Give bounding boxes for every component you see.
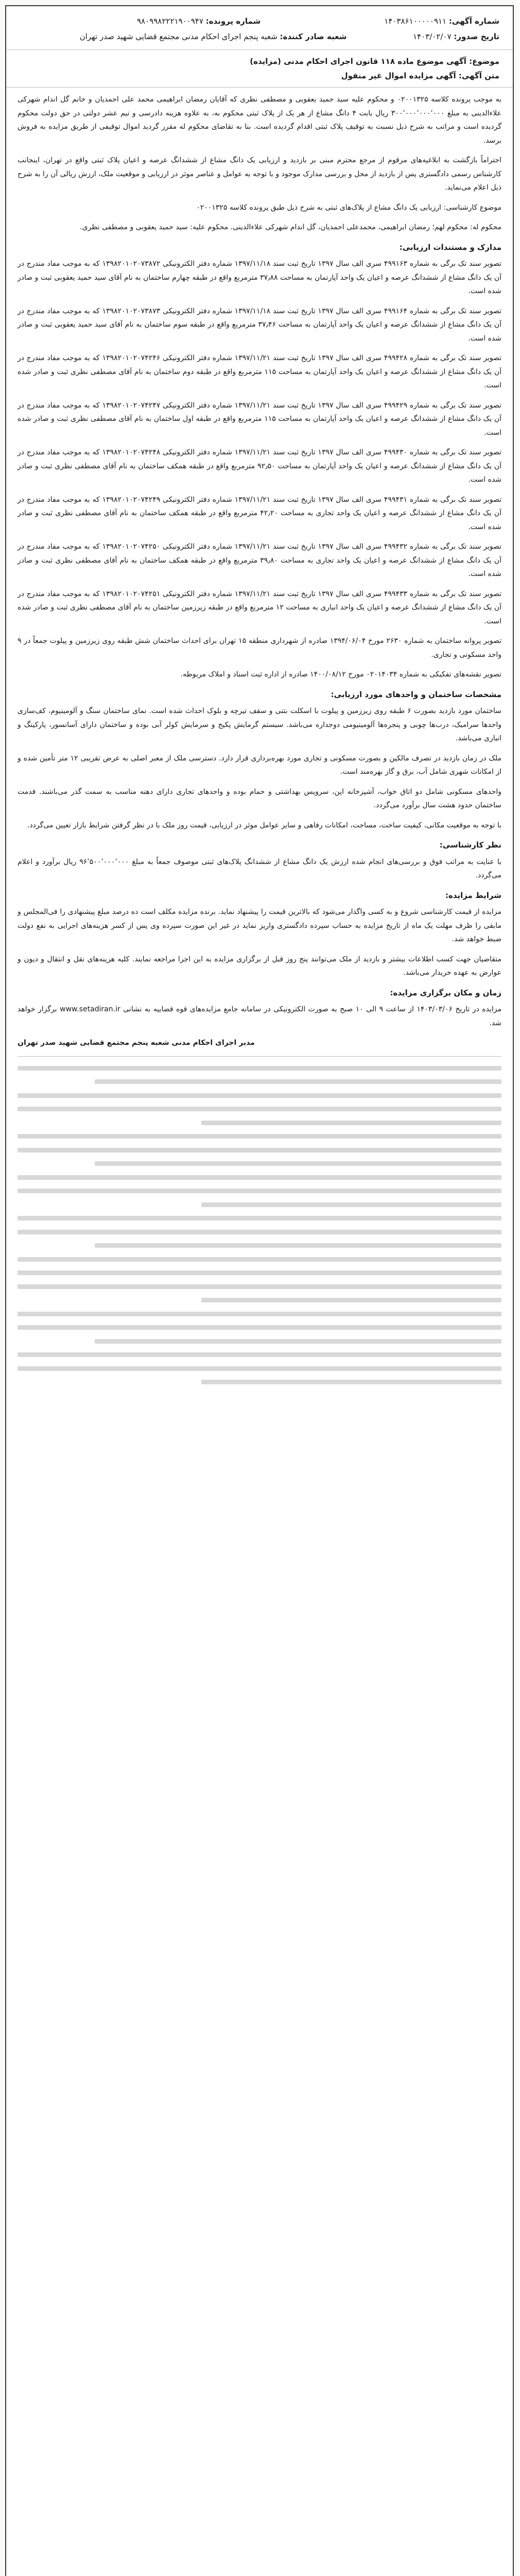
- case-number-label: شماره پرونده:: [205, 16, 261, 26]
- text-line: [18, 1093, 501, 1098]
- publish-date: [413, 29, 499, 44]
- text-line: [18, 1216, 501, 1221]
- branch-label: شعبه صادر کننده:: [280, 32, 347, 41]
- subject-text: آگهی موضوع ماده ۱۱۸ قانون اجرای احکام مدنی (مزایده): [250, 57, 466, 66]
- text-line: [18, 1352, 501, 1357]
- building-desc-heading: مشخصات ساختمان و واحدهای مورد ارزیابی:: [331, 689, 501, 699]
- header-row-2: [20, 29, 499, 44]
- text-line: [18, 1284, 501, 1289]
- case-number: [20, 13, 378, 29]
- intro-paragraph-2: احتراماً بازگشت به ابلاغیه‌های مرقوم از مرجع محترم مبنی بر بازدید و ارزیابی یک دانگ مشاع از ششدانگ عرصه و اعیان پلاک ثبتی واقع در تهران، اینجانب کارشناس رسمی دادگستری پس از بازدید از محل و بررسی مدارک موجود و با توجه به عوامل و عناصر موثر در ارزیابی و موقعیت ملک، ارزش ریالی آن را به شرح ذیل اعلام می‌نماید.: [18, 156, 501, 192]
- divider: [18, 1056, 501, 1057]
- text-line: [95, 1243, 501, 1248]
- deed-item: تصویر سند تک برگی به شماره ۴۹۹۱۶۳ سری الف سال ۱۳۹۷ تاریخ ثبت سند ۱۳۹۷/۱۱/۱۸ شماره دفتر الکترونیکی ۱۳۹۸۲۰۱۰۲۰۷۳۸۷۲ که به موجب مفاد مندرج در آن یک دانگ مشاع از ششدانگ عرصه و اعیان یک واحد آپارتمان به مساحت ۳۷٫۸۸ مترمربع واقع در طبقه چهارم ساختمان به نام آقای سید حمید یعقوبی ثبت و صادر شده است.: [18, 260, 502, 295]
- notice-body: [6, 88, 513, 1050]
- auction-time-paragraph: مزایده در تاریخ ۱۴۰۳/۰۳/۰۶ از ساعت ۹ الی ۱۰ صبح به صورت الکترونیکی در سامانه جامع مزایده‌های قوه قضاییه به نشانی www.setadiran.ir برگزار خواهد شد.: [18, 1005, 501, 1027]
- text-line: [95, 1161, 501, 1166]
- text-line: [18, 1189, 501, 1193]
- notice-header: [6, 6, 513, 50]
- signature: مدیر اجرای احکام مدنی شعبه پنجم مجتمع قضایی شهید صدر تهران: [18, 1039, 255, 1047]
- conditions-paragraph: متقاضیان جهت کسب اطلاعات بیشتر و بازدید از ملک می‌توانند پنج روز قبل از برگزاری مزایده به این اجرا مراجعه نمایند. کلیه هزینه‌های نقل و انتقال و دیون و عوارض به عهده خریدار می‌باشد.: [18, 955, 501, 977]
- auction-time-heading: زمان و مکان برگزاری مزایده:: [390, 988, 501, 997]
- text-line: [18, 1312, 501, 1316]
- building-desc-paragraph: ملک در زمان بازدید در تصرف مالکین و بصورت مسکونی و تجاری مورد بهره‌برداری قرار دارد. دسترسی ملک از معبر اصلی به عرض تقریبی ۱۲ متر تأمین شده و از امکانات شهری شامل آب، برق و گاز بهره‌مند است.: [18, 754, 502, 776]
- deed-item: تصویر سند تک برگی به شماره ۴۹۹۴۲۹ سری الف سال ۱۳۹۷ تاریخ ثبت سند ۱۳۹۷/۱۱/۲۱ شماره دفتر الکترونیکی ۱۳۹۸۲۰۱۰۲۰۷۴۲۴۷ که به موجب مفاد مندرج در آن یک دانگ مشاع از ششدانگ عرصه و اعیان یک واحد آپارتمان به مساحت ۱۱۵ مترمربع واقع در طبقه اول ساختمان به نام آقای مصطفی نظری ثبت و صادر شده است.: [18, 401, 501, 437]
- deed-item: تصویر نقشه‌های تفکیکی به شماره ۰۲۰۱۴۰۳۴ مورخ ۱۴۰۰/۰۸/۱۲ صادره از اداره ثبت اسناد و املاک مربوطه.: [180, 670, 501, 679]
- text-line: [95, 1079, 501, 1084]
- docs-heading: مدارک و مستندات ارزیابی:: [399, 242, 501, 252]
- parties-paragraph: محکوم له: محکوم لهم؛ رمضان ابراهیمی، محمدعلی احمدیان، گل اندام شهرکی علاءالدینی. محکوم علیه: سید حمید یعقوبی و مصطفی نظری.: [80, 223, 501, 231]
- text-line: [201, 1202, 501, 1207]
- text-line: [18, 1230, 501, 1234]
- deed-item: تصویر سند تک برگی به شماره ۴۹۹۱۶۴ سری الف سال ۱۳۹۷ تاریخ ثبت سند ۱۳۹۷/۱۱/۱۸ شماره دفتر الکترونیکی ۱۳۹۸۲۰۱۰۲۰۷۳۸۷۳ که به موجب مفاد مندرج در آن یک دانگ مشاع از ششدانگ عرصه و اعیان یک واحد آپارتمان به مساحت ۳۷٫۴۶ مترمربع واقع در طبقه سوم ساختمان به نام آقای سید حمید یعقوبی ثبت و صادر شده است.: [18, 307, 501, 343]
- notice-document: [5, 5, 514, 2576]
- text-line: [95, 1339, 501, 1344]
- deed-item: تصویر سند تک برگی به شماره ۴۹۹۴۳۰ سری الف سال ۱۳۹۷ تاریخ ثبت سند ۱۳۹۷/۱۱/۲۱ شماره دفتر الکترونیکی ۱۳۹۸۲۰۱۰۲۰۷۴۲۴۸ که به موجب مفاد مندرج در آن یک دانگ مشاع از ششدانگ عرصه و اعیان یک واحد آپارتمان به مساحت ۹۲٫۵۰ مترمربع واقع در طبقه همکف ساختمان به نام آقای مصطفی نظری ثبت و صادر شده است.: [18, 448, 501, 484]
- case-number-value: ۹۸۰۹۹۸۲۲۲۱۹۰۰۹۴۷: [136, 16, 203, 26]
- text-line: [201, 1298, 501, 1302]
- notice-subject: [6, 50, 513, 88]
- text-line: [18, 1175, 501, 1180]
- text-line: [18, 1270, 501, 1275]
- building-desc-paragraph: واحدهای مسکونی شامل دو اتاق خواب، آشپزخانه اپن، سرویس بهداشتی و حمام بوده و واحدهای تجاری دارای دهنه مناسب به سمت گذر می‌باشند. قدمت ساختمان حدود هشت سال برآورد می‌گردد.: [18, 787, 501, 809]
- opinion-paragraph: با عنایت به مراتب فوق و بررسی‌های انجام شده ارزش یک دانگ مشاع از ششدانگ پلاک‌های ثبتی موصوف جمعاً به مبلغ ۹۶٬۵۰۰٬۰۰۰٬۰۰۰ ریال برآورد و اعلام می‌گردد.: [18, 857, 501, 879]
- branch-value: شعبه پنجم اجرای احکام مدنی مجتمع قضایی شهید صدر تهران: [79, 32, 278, 41]
- notice-number-label: شماره آگهی:: [448, 16, 499, 26]
- text-line: [18, 1134, 501, 1139]
- text-line: [201, 1380, 501, 1384]
- text-line: [18, 1325, 501, 1330]
- conditions-paragraph: مزایده از قیمت کارشناسی شروع و به کسی واگذار می‌شود که بالاترین قیمت را پیشنهاد نماید. برنده مزایده مکلف است ده درصد مبلغ پیشنهادی را فی‌المجلس و مابقی را ظرف مهلت یک ماه از تاریخ مزایده به حساب سپرده دادگستری واریز نماید در غیر این صورت سپرده وی پس از کسر هزینه‌های اجرایی به نفع دولت ضبط خواهد شد.: [18, 908, 501, 943]
- building-desc-paragraph: با توجه به موقعیت مکانی، کیفیت ساخت، مساحت، امکانات رفاهی و سایر عوامل موثر در ارزیابی، قیمت روز ملک با در نظر گرفتن شرایط بازار تعیین می‌گردد.: [27, 821, 501, 829]
- issuing-branch: [20, 29, 407, 44]
- publish-date-value: ۱۴۰۳/۰۲/۰۷: [412, 32, 452, 41]
- text-line: [18, 1366, 501, 1371]
- text-line: [18, 1107, 501, 1111]
- text-line: [18, 1257, 501, 1262]
- deed-item: تصویر پروانه ساختمان به شماره ۲۶۳۰ مورخ ۱۳۹۴/۰۶/۰۴ صادره از شهرداری منطقه ۱۵ تهران برای احداث ساختمان شش طبقه روی زیرزمین و پیلوت جمعاً در ۹ واحد مسکونی و تجاری.: [18, 637, 502, 659]
- text-line: [18, 1148, 501, 1153]
- opinion-heading: نظر کارشناسی:: [439, 840, 501, 850]
- doc-title-label: متن آگهی:: [458, 71, 499, 80]
- text-line: [18, 1066, 501, 1071]
- deed-item: تصویر سند تک برگی به شماره ۴۹۹۴۳۲ سری الف سال ۱۳۹۷ تاریخ ثبت سند ۱۳۹۷/۱۱/۲۱ شماره دفتر الکترونیکی ۱۳۹۸۲۰۱۰۲۰۷۴۲۵۰ که به موجب مفاد مندرج در آن یک دانگ مشاع از ششدانگ عرصه و اعیان یک واحد تجاری به مساحت ۳۹٫۸۰ مترمربع واقع در طبقه همکف ساختمان به نام آقای مصطفی نظری ثبت و صادر شده است.: [18, 543, 501, 578]
- subject-label: موضوع:: [469, 57, 499, 66]
- deed-item: تصویر سند تک برگی به شماره ۴۹۹۴۳۳ سری الف سال ۱۳۹۷ تاریخ ثبت سند ۱۳۹۷/۱۱/۲۱ شماره دفتر الکترونیکی ۱۳۹۸۲۰۱۰۲۰۷۴۲۵۱ که به موجب مفاد مندرج در آن یک دانگ مشاع از ششدانگ عرصه و اعیان یک واحد انباری به مساحت ۱۲ مترمربع واقع در طبقه زیرزمین ساختمان به نام آقای مصطفی نظری ثبت و صادر شده است.: [18, 589, 501, 625]
- deed-item: تصویر سند تک برگی به شماره ۴۹۹۴۳۱ سری الف سال ۱۳۹۷ تاریخ ثبت سند ۱۳۹۷/۱۱/۲۱ شماره دفتر الکترونیکی ۱۳۹۸۲۰۱۰۲۰۷۴۲۴۹ که به موجب مفاد مندرج در آن یک دانگ مشاع از ششدانگ عرصه و اعیان یک واحد تجاری به مساحت ۴۲٫۲۰ مترمربع واقع در طبقه همکف ساختمان به نام آقای مصطفی نظری ثبت و صادر شده است.: [18, 495, 501, 531]
- building-desc-paragraph: ساختمان مورد بازدید بصورت ۶ طبقه روی زیرزمین و پیلوت با اسکلت بتنی و سقف تیرچه و بلوک احداث شده است. نمای ساختمان سنگ و آلومینیوم، کف‌سازی واحدها سرامیک، درب‌ها چوبی و پنجره‌ها آلومینیومی دوجداره می‌باشد. سیستم گرمایش پکیج و سرمایش کولر آبی بوده و ساختمان دارای آسانسور، پارکینگ و انباری می‌باشد.: [18, 707, 501, 742]
- intro-paragraph: به موجب پرونده کلاسه ۰۲۰۰۱۳۲۵ و محکوم علیه سید حمید یعقوبی و مصطفی نظری که آقایان رمضان ابراهیمی محمد علی احمدیان و خانم گل اندام شهرکی علاءالدینی به مبلغ ۳۰۰٬۰۰۰٬۰۰۰٬۰۰۰ ریال بابت ۴ دانگ مشاع از هر یک از پلاک ثبتی محکوم به، به علاوه هزینه دادرسی و نیم عشر دولتی در حق دولت محکوم گردیده است و مراتب به شرح ذیل نسبت به توقیف پلاک ثبتی اقدام گردیده است. بنا به تقاضای محکوم له مقرر گردید اموال توقیفی از طریق مزایده به فروش برسد.: [18, 95, 501, 145]
- remaining-text-block: [6, 1066, 513, 1402]
- notice-number: [384, 13, 499, 29]
- conditions-heading: شرایط مزایده:: [445, 890, 501, 900]
- text-line: [201, 1121, 501, 1125]
- deed-item: تصویر سند تک برگی به شماره ۴۹۹۴۲۸ سری الف سال ۱۳۹۷ تاریخ ثبت سند ۱۳۹۷/۱۱/۲۱ شماره دفتر الکترونیکی ۱۳۹۸۲۰۱۰۲۰۷۴۲۴۶ که به موجب مفاد مندرج در آن یک دانگ مشاع از ششدانگ عرصه و اعیان یک واحد آپارتمان به مساحت ۱۱۵ مترمربع واقع در طبقه دوم ساختمان به نام آقای مصطفی نظری ثبت و صادر شده است.: [18, 354, 501, 389]
- header-row-1: [20, 13, 499, 29]
- deed-list: [18, 257, 501, 682]
- doc-title: آگهی مزایده اموال غیر منقول: [341, 71, 456, 80]
- subject-case-paragraph: موضوع کارشناسی: ارزیابی یک دانگ مشاع از پلاک‌های ثبتی به شرح ذیل طبق پرونده کلاسه ۰۲۰۰۱۳۲۵: [196, 203, 501, 212]
- notice-number-value: ۱۴۰۳۸۶۱۰۰۰۰۰۹۱۱: [384, 16, 447, 26]
- publish-date-label: تاریخ صدور:: [454, 32, 499, 41]
